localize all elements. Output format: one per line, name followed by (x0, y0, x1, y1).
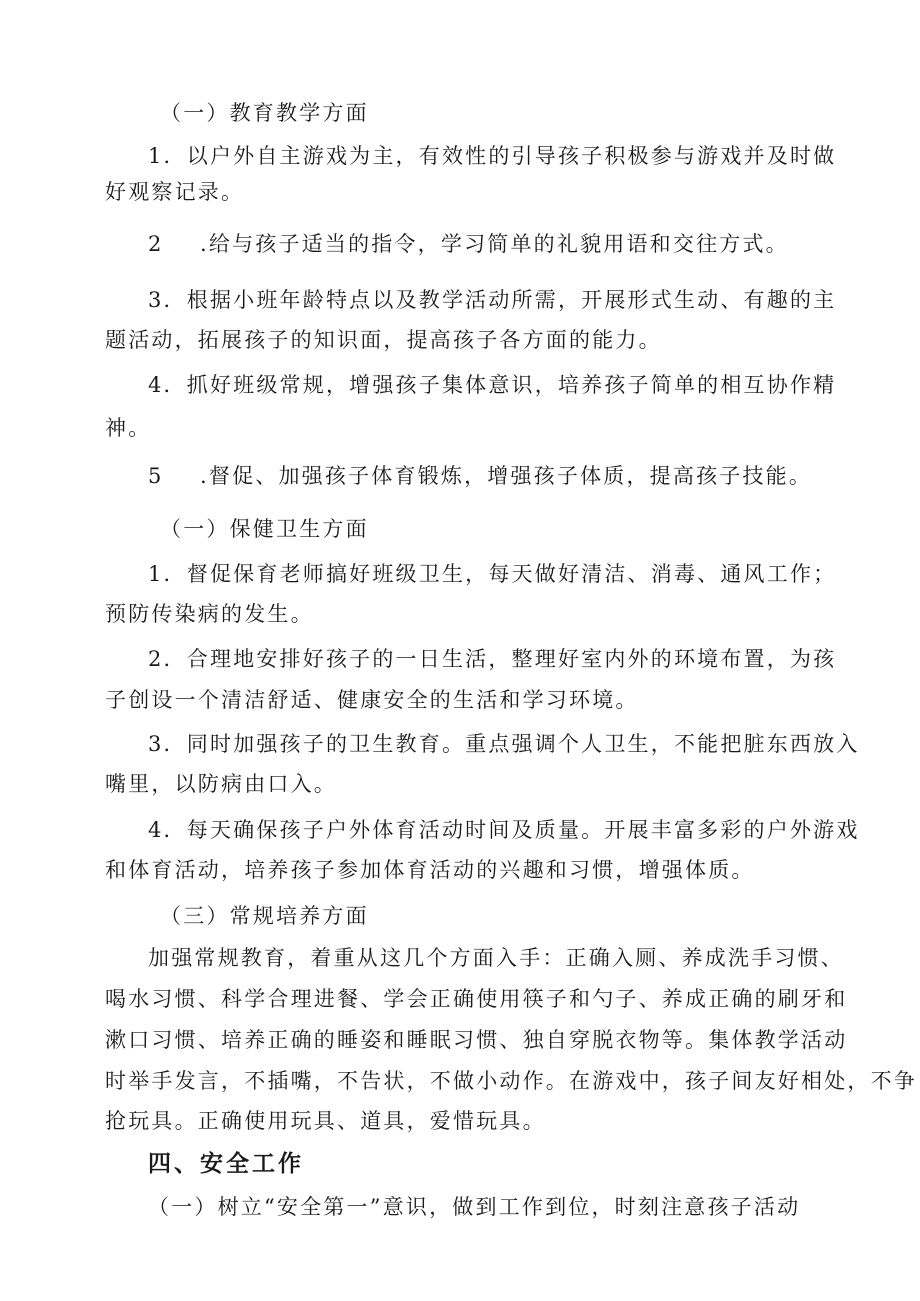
edu-item-5-text: .督促、加强孩子体育锻炼，增强孩子体质，提高孩子技能。 (200, 464, 813, 488)
section-title-health: （一）保健卫生方面 (160, 517, 369, 541)
section-heading-safety: 四、安全工作 (148, 1151, 304, 1177)
health-item-2-line-2: 子创设一个清洁舒适、健康安全的生活和学习环境。 (105, 688, 639, 712)
edu-item-4-line-1: 4．抓好班级常规，增强孩子集体意识，培养孩子简单的相互协作精 (148, 373, 837, 397)
health-item-4-line-1: 4．每天确保孩子户外体育活动时间及质量。开展丰富多彩的户外游戏 (148, 818, 860, 842)
edu-item-5 (148, 462, 812, 490)
health-item-1-line-2: 预防传染病的发生。 (105, 602, 314, 626)
health-item-3-line-2: 嘴里，以防病由口入。 (105, 772, 337, 796)
edu-item-5-number: 5 (148, 464, 164, 488)
health-item-4-line-2: 和体育活动，培养孩子参加体育活动的兴趣和习惯，增强体质。 (105, 858, 755, 882)
edu-item-3-line-1: 3．根据小班年龄特点以及教学活动所需，开展形式生动、有趣的主 (148, 288, 837, 312)
routine-paragraph-line-1: 加强常规教育，着重从这几个方面入手：正确入厕、养成洗手习惯、 (148, 946, 844, 970)
health-item-1-line-1: 1．督促保育老师搞好班级卫生，每天做好清洁、消毒、通风工作； (148, 562, 837, 586)
routine-paragraph-line-2: 喝水习惯、科学合理进餐、学会正确使用筷子和勺子、养成正确的刷牙和 (105, 987, 848, 1011)
routine-paragraph-line-3: 漱口习惯、培养正确的睡姿和睡眠习惯、独自穿脱衣物等。集体教学活动 (105, 1028, 848, 1052)
edu-item-3-line-2: 题活动，拓展孩子的知识面，提高孩子各方面的能力。 (105, 328, 662, 352)
edu-item-2-number: 2 (148, 232, 164, 256)
routine-paragraph-line-4: 时举手发言，不插嘴，不告状，不做小动作。在游戏中，孩子间友好相处，不争 (105, 1069, 917, 1093)
edu-item-1-line-1: 1．以户外自主游戏为主，有效性的引导孩子积极参与游戏并及时做 (148, 144, 837, 168)
edu-item-1-line-2: 好观察记录。 (105, 180, 245, 204)
health-item-2-line-1: 2．合理地安排好孩子的一日生活，整理好室内外的环境布置，为孩 (148, 647, 837, 671)
health-item-3-line-1: 3．同时加强孩子的卫生教育。重点强调个人卫生，不能把脏东西放入 (148, 732, 860, 756)
section-title-education: （一）教育教学方面 (160, 101, 369, 125)
section-title-routine: （三）常规培养方面 (160, 904, 369, 928)
edu-item-4-line-2: 神。 (105, 416, 152, 440)
routine-paragraph-line-5: 抢玩具。正确使用玩具、道具，爱惜玩具。 (105, 1109, 546, 1133)
edu-item-2-text: .给与孩子适当的指令，学习简单的礼貌用语和交往方式。 (200, 232, 789, 256)
safety-paragraph-line-1: （一）树立“安全第一”意识，做到工作到位，时刻注意孩子活动 (148, 1195, 801, 1219)
edu-item-2 (148, 230, 789, 258)
